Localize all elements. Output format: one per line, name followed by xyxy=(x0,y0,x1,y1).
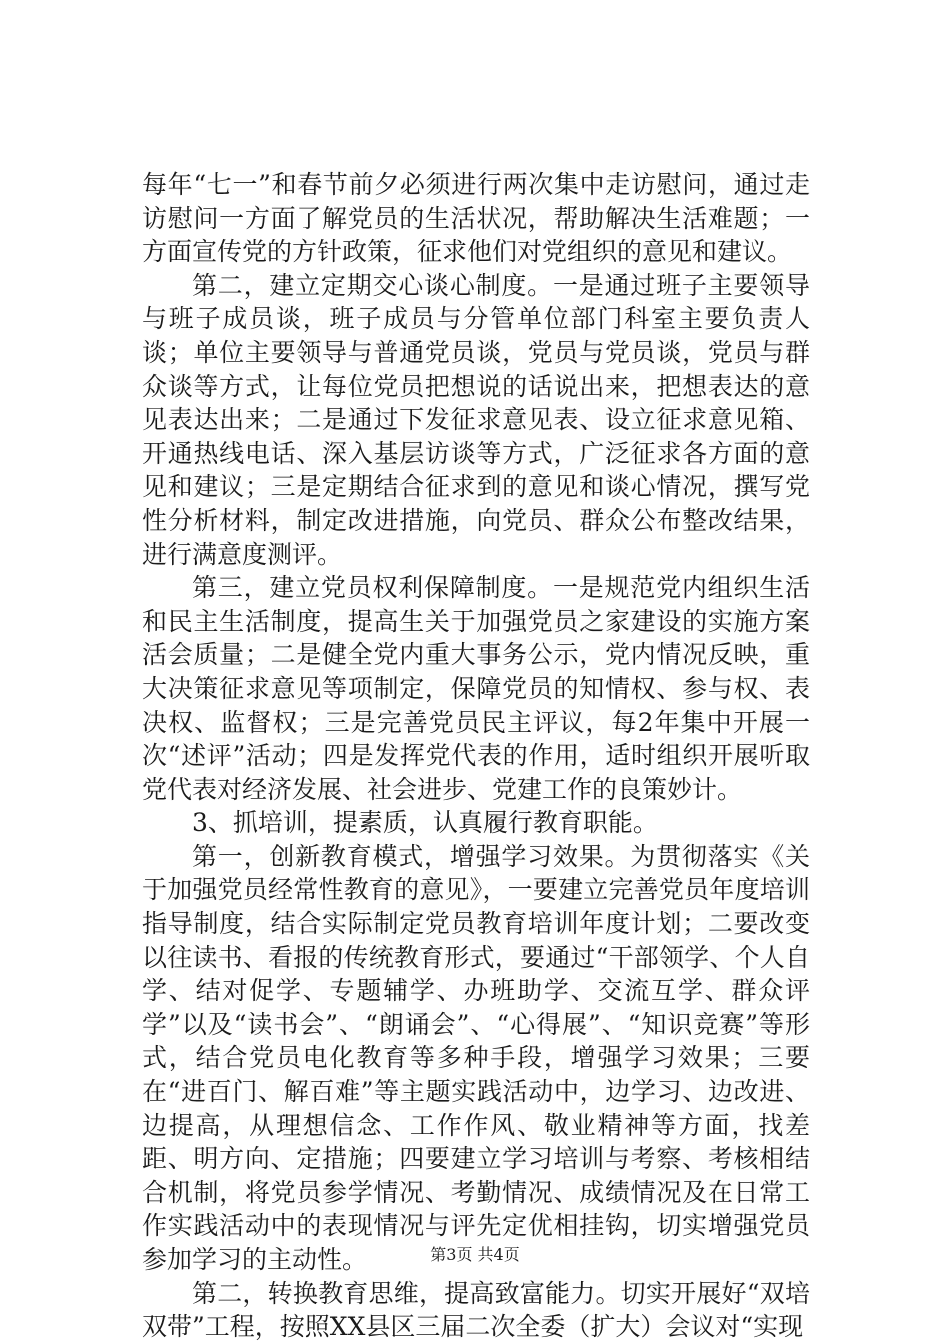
paragraph-visit-intro: 每年“七一”和春节前夕必须进行两次集中走访慰问，通过走访慰问一方面了解党员的生活状况，帮助解决生活难题；一方面宣传党的方针政策，征求他们对党组织的意见和建议。 xyxy=(142,170,810,267)
document-body xyxy=(142,168,810,1344)
page-number-footer: 第3页 共4页 xyxy=(430,1245,520,1264)
paragraph-heart-talk-system: 第二，建立定期交心谈心制度。一是通过班子主要领导与班子成员谈，班子成员与分管单位部门科室主要负责人谈；单位主要领导与普通党员谈，党员与党员谈，党员与群众谈等方式，让每位党员把想说的话说出来，把想表达的意见表达出来；二是通过下发征求意见表、设立征求意见箱、开通热线电话、深入基层访谈等方式，广泛征求各方面的意见和建议；三是定期结合征求到的意见和谈心情况，撰写党性分析材料，制定改进措施，向党员、群众公布整改结果，进行满意度测评。 xyxy=(142,270,810,569)
paragraph-section-training-heading: 3、抓培训，提素质，认真履行教育职能。 xyxy=(192,808,658,838)
paragraph-rights-protection: 第三，建立党员权利保障制度。一是规范党内组织生活和民主生活制度，提高生关于加强党员之家建设的实施方案活会质量；二是健全党内重大事务公示，党内情况反映，重大决策征求意见等项制定，保障党员的知情权、参与权、表决权、监督权；三是完善党员民主评议，每2年集中开展一次“述评”活动；四是发挥党代表的作用，适时组织开展听取党代表对经济发展、社会进步、党建工作的良策妙计。 xyxy=(142,573,810,804)
paragraph-education-thinking: 第二，转换教育思维，提高致富能力。切实开展好“双培双带”工程，按照XX县区三届二次全委（扩大）会议对“实现 xyxy=(142,1278,810,1342)
paragraph-education-model: 第一，创新教育模式，增强学习效果。为贯彻落实《关于加强党员经常性教育的意见》，一要建立完善党员年度培训指导制度，结合实际制定党员教育培训年度计划；二要改变以往读书、看报的传统教育形式，要通过“干部领学、个人自学、结对促学、专题辅学、办班助学、交流互学、群众评学”以及“读书会”、“朗诵会”、“心得展”、“知识竞赛”等形式，结合党员电化教育等多种手段，增强学习效果；三要在“进百门、解百难”等主题实践活动中，边学习、边改进、边提高，从理想信念、工作作风、敬业精神等方面，找差距、明方向、定措施；四要建立学习培训与考察、考核相结合机制，将党员参学情况、考勤情况、成绩情况及在日常工作实践活动中的表现情况与评先定优相挂钩，切实增强党员参加学习的主动性。 xyxy=(142,841,810,1274)
